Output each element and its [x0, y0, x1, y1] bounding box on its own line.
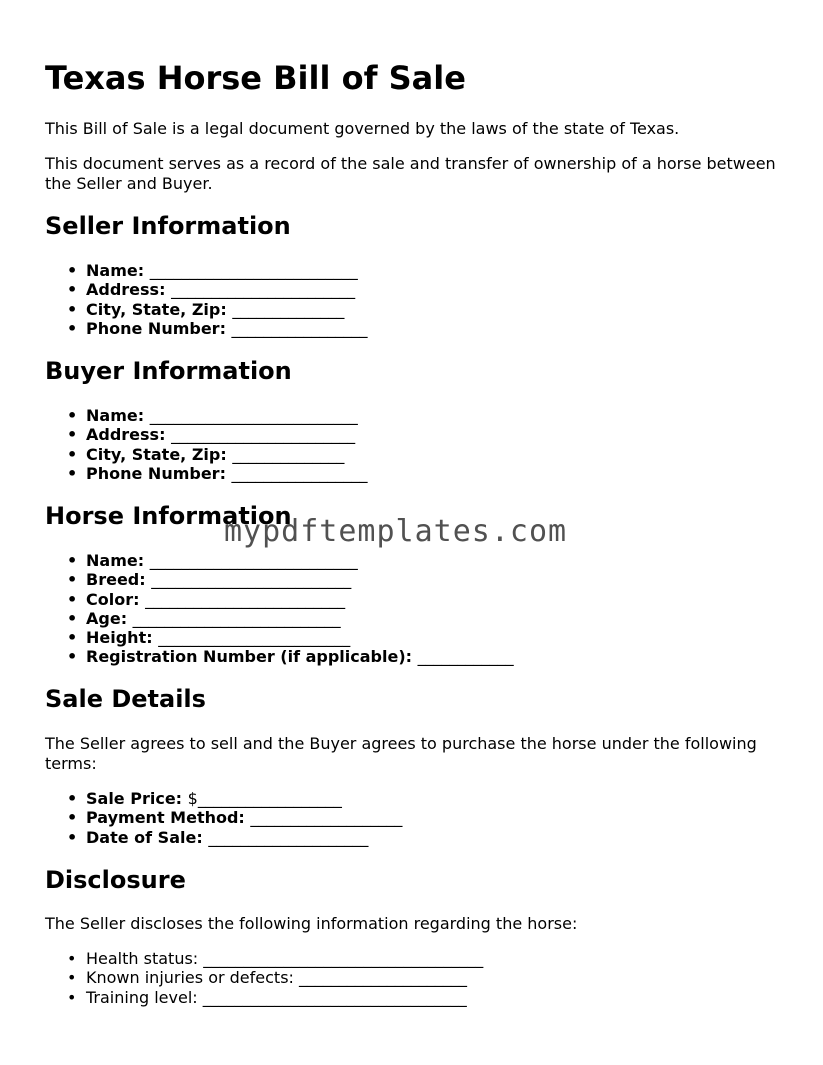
seller-fields [45, 261, 368, 338]
sale-price-field: • Sale Price: $__________________ [86, 789, 402, 808]
date-of-sale-field: • Date of Sale: ____________________ [86, 828, 402, 847]
horse-name-field: • Name: __________________________ [86, 551, 514, 570]
horse-color-field: • Color: _________________________ [86, 590, 514, 609]
buyer-name-field: • Name: __________________________ [86, 406, 368, 425]
horse-heading: Horse Information [45, 502, 292, 530]
horse-fields [45, 551, 514, 667]
seller-address-field: • Address: _______________________ [86, 280, 368, 299]
seller-city-field: • City, State, Zip: ______________ [86, 300, 368, 319]
buyer-address-field: • Address: _______________________ [86, 425, 368, 444]
intro-paragraph-2: This document serves as a record of the sale and transfer of ownership of a horse between the Seller and Buyer. [45, 154, 776, 193]
buyer-phone-field: • Phone Number: _________________ [86, 464, 368, 483]
sale-paragraph: The Seller agrees to sell and the Buyer agrees to purchase the horse under the following terms: [45, 734, 757, 773]
horse-registration-field: • Registration Number (if applicable): ____________ [86, 647, 514, 666]
seller-phone-field: • Phone Number: _________________ [86, 319, 368, 338]
injuries-field: • Known injuries or defects: _____________________ [86, 968, 483, 987]
disclosure-heading: Disclosure [45, 866, 186, 894]
document-title: Texas Horse Bill of Sale [45, 59, 466, 97]
seller-heading: Seller Information [45, 212, 291, 240]
buyer-heading: Buyer Information [45, 357, 292, 385]
health-status-field: • Health status: ___________________________________ [86, 949, 483, 968]
horse-age-field: • Age: __________________________ [86, 609, 514, 628]
horse-breed-field: • Breed: _________________________ [86, 570, 514, 589]
intro-paragraph-1: This Bill of Sale is a legal document governed by the laws of the state of Texas. [45, 119, 680, 138]
sale-fields [45, 789, 402, 847]
buyer-city-field: • City, State, Zip: ______________ [86, 445, 368, 464]
buyer-fields [45, 406, 368, 483]
disclosure-fields [45, 949, 483, 1007]
payment-method-field: • Payment Method: ___________________ [86, 808, 402, 827]
disclosure-paragraph: The Seller discloses the following information regarding the horse: [45, 914, 578, 933]
sale-heading: Sale Details [45, 685, 206, 713]
training-level-field: • Training level: _________________________________ [86, 988, 483, 1007]
watermark-text: mypdftemplates.com [224, 514, 568, 549]
seller-name-field: • Name: __________________________ [86, 261, 368, 280]
horse-height-field: • Height: ________________________ [86, 628, 514, 647]
